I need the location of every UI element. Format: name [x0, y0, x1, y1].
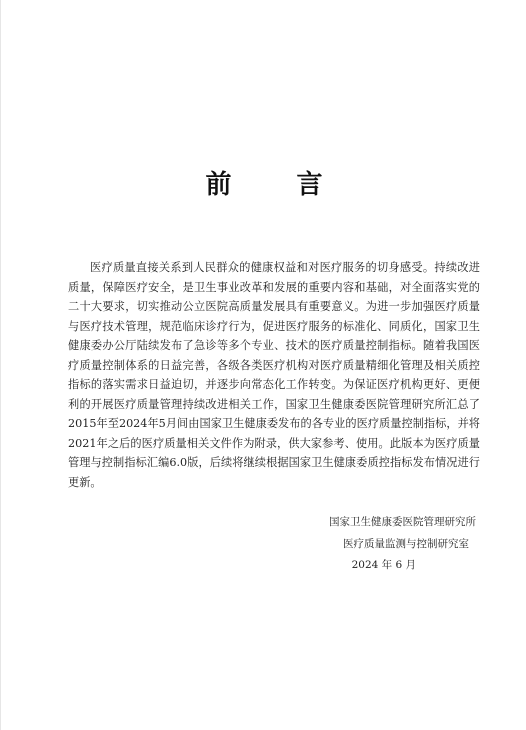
signature-block	[329, 512, 476, 577]
signature-department: 医疗质量监测与控制研究室	[343, 537, 469, 550]
page-title: 前 言	[205, 170, 351, 200]
preface-paragraph: 医疗质量直接关系到人民群众的健康权益和对医疗服务的切身感受。持续改进质量，保障医疗安全，是卫生事业改革和发展的重要内容和基础，对全面落实党的二十大要求，切实推动公立医院高质量发展具有重要意义。为进一步加强医疗质量与医疗技术管理，规范临床诊疗行为，促进医疗服务的标准化、同质化，国家卫生健康委办公厅陆续发布了急诊等多个专业、技术的医疗质量控制指标。随着我国医疗质量控制体系的日益完善，各级各类医疗机构对医疗质量精细化管理及相关质控指标的落实需求日益迫切，并逐步向常态化工作转变。为保证医疗机构更好、更便利的开展医疗质量管理持续改进相关工作，国家卫生健康委医院管理研究所汇总了2015年至2024年5月间由国家卫生健康委发布的各专业的医疗质量控制指标，并将2021年之后的医疗质量相关文件作为附录，供大家参考、使用。此版本为医疗质量管理与控制指标汇编6.0版，后续将继续根据国家卫生健康委质控指标发布情况进行更新。	[68, 261, 480, 489]
signature-date: 2024 年 6 月	[351, 559, 416, 571]
signature-organization: 国家卫生健康委医院管理研究所	[329, 516, 476, 528]
